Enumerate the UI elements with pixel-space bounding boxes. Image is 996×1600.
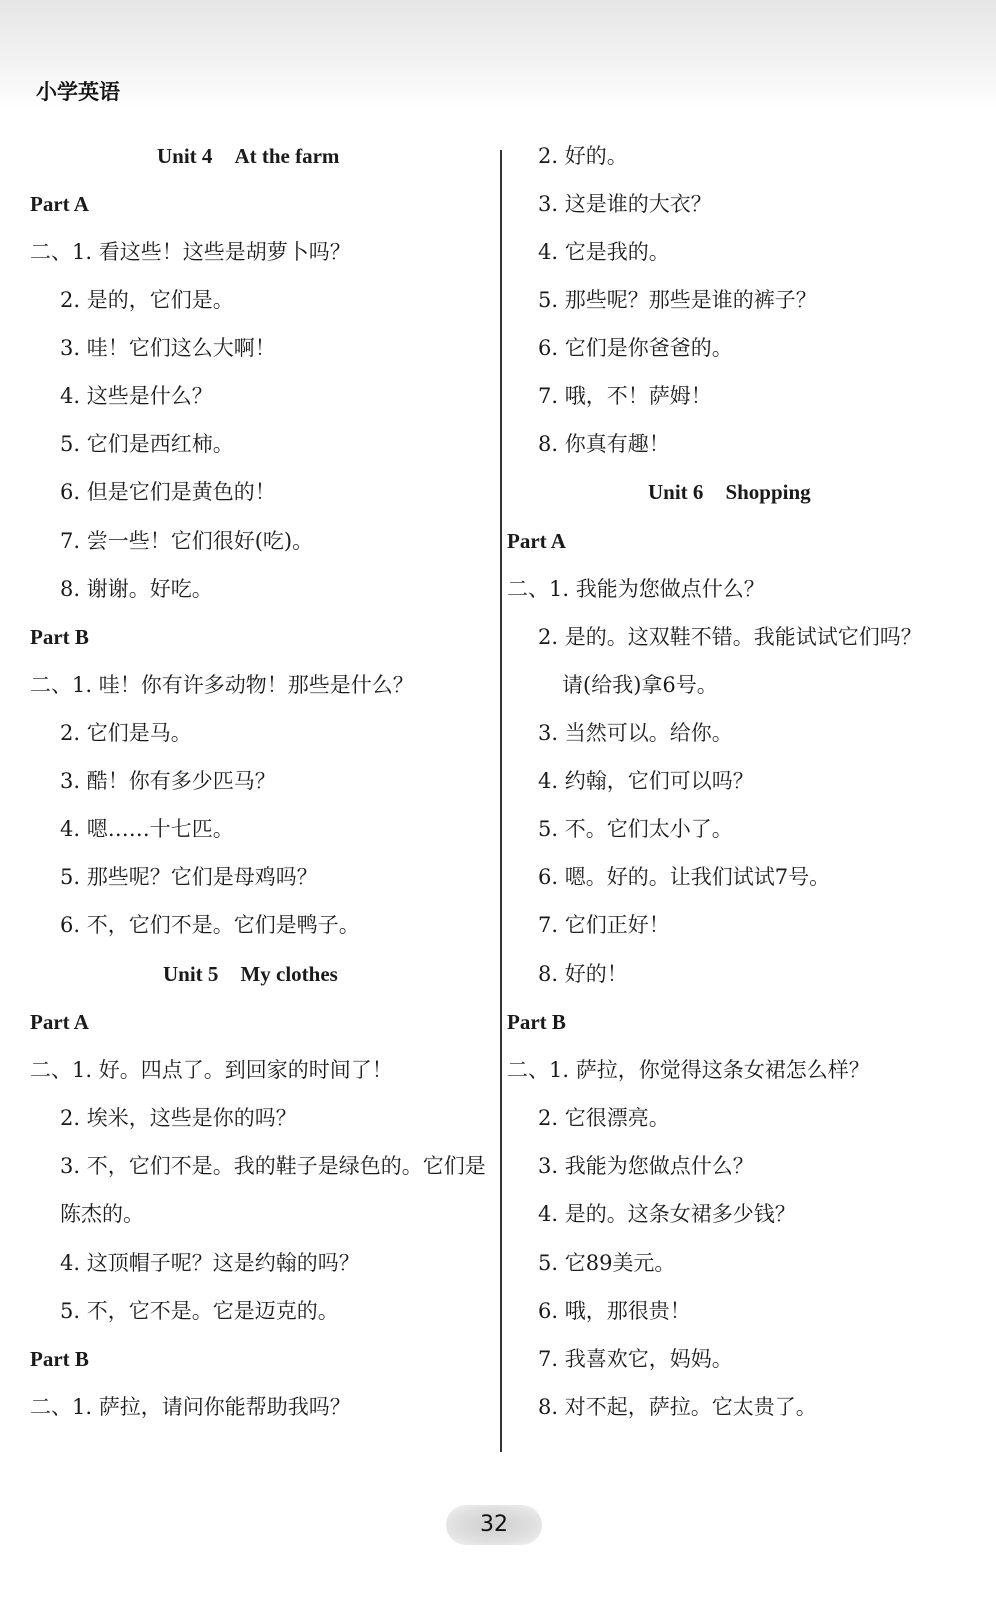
list-item: 7. 它们正好！ [538,913,670,937]
list-item: 8. 对不起，萨拉。它太贵了。 [538,1395,817,1419]
list-item: 5. 它们是西红柿。 [60,432,234,456]
list-item: 2. 它们是马。 [60,721,192,745]
list-item: 3. 哇！它们这么大啊！ [60,336,276,360]
part-b-heading: Part B [30,1347,89,1371]
list-item: 2. 好的。 [538,144,628,168]
list-item: 7. 尝一些！它们很好(吃)。 [60,529,314,553]
list-item: 6. 哦，那很贵！ [538,1299,691,1323]
list-item: 5. 那些呢？那些是谁的裤子？ [538,288,817,312]
list-item: 4. 是的。这条女裙多少钱？ [538,1202,796,1226]
list-item: 6. 它们是你爸爸的。 [538,336,733,360]
list-item: 二、1. 我能为您做点什么？ [507,577,765,601]
list-item: 2. 埃米，这些是你的吗？ [60,1106,297,1130]
list-item: 8. 谢谢。好吃。 [60,577,213,601]
list-item: 4. 它是我的。 [538,240,670,264]
part-a-heading: Part A [30,192,89,216]
list-item: 陈杰的。 [60,1202,144,1226]
column-divider [500,150,502,1452]
unit4-title [157,141,339,171]
list-item: 6. 嗯。好的。让我们试试7号。 [538,865,831,889]
list-item: 二、1. 看这些！这些是胡萝卜吗？ [30,240,351,264]
page-number: 32 [446,1505,542,1545]
list-item: 7. 我喜欢它，妈妈。 [538,1347,733,1371]
list-item: 8. 你真有趣！ [538,432,670,456]
part-b-heading: Part B [30,625,89,649]
unit-number: Unit 5 [163,962,219,986]
book-series-label: 小学英语 [36,80,120,104]
list-item: 8. 好的！ [538,962,628,986]
list-item: 6. 但是它们是黄色的！ [60,480,276,504]
list-item: 二、1. 萨拉，请问你能帮助我吗？ [30,1395,351,1419]
list-item: 3. 这是谁的大衣？ [538,192,712,216]
unit-name: At the farm [234,144,340,168]
list-item: 2. 它很漂亮。 [538,1106,670,1130]
part-b-heading: Part B [507,1010,566,1034]
header-band [0,0,996,110]
list-item: 6. 不，它们不是。它们是鸭子。 [60,913,360,937]
list-item: 7. 哦，不！萨姆！ [538,384,712,408]
unit-name: Shopping [725,480,811,504]
unit5-title [163,959,338,989]
list-item: 5. 它89美元。 [538,1251,676,1275]
list-item: 4. 约翰，它们可以吗？ [538,769,754,793]
list-item: 请(给我)拿6号。 [562,673,718,697]
unit-number: Unit 4 [157,144,213,168]
list-item: 4. 嗯……十七匹。 [60,817,234,841]
list-item: 二、1. 哇！你有许多动物！那些是什么？ [30,673,414,697]
list-item: 二、1. 好。四点了。到回家的时间了！ [30,1058,393,1082]
list-item: 3. 酷！你有多少匹马？ [60,769,276,793]
unit-number: Unit 6 [648,480,704,504]
list-item: 3. 当然可以。给你。 [538,721,733,745]
list-item: 4. 这顶帽子呢？这是约翰的吗？ [60,1251,360,1275]
list-item: 3. 我能为您做点什么？ [538,1154,754,1178]
part-a-heading: Part A [30,1010,89,1034]
list-item: 5. 不。它们太小了。 [538,817,733,841]
list-item: 二、1. 萨拉，你觉得这条女裙怎么样？ [507,1058,870,1082]
list-item: 3. 不，它们不是。我的鞋子是绿色的。它们是 [60,1154,486,1178]
part-a-heading: Part A [507,529,566,553]
list-item: 2. 是的，它们是。 [60,288,234,312]
list-item: 4. 这些是什么？ [60,384,213,408]
unit6-title [648,477,811,507]
unit-name: My clothes [240,962,338,986]
list-item: 2. 是的。这双鞋不错。我能试试它们吗？ [538,625,922,649]
list-item: 5. 不，它不是。它是迈克的。 [60,1299,339,1323]
list-item: 5. 那些呢？它们是母鸡吗？ [60,865,318,889]
